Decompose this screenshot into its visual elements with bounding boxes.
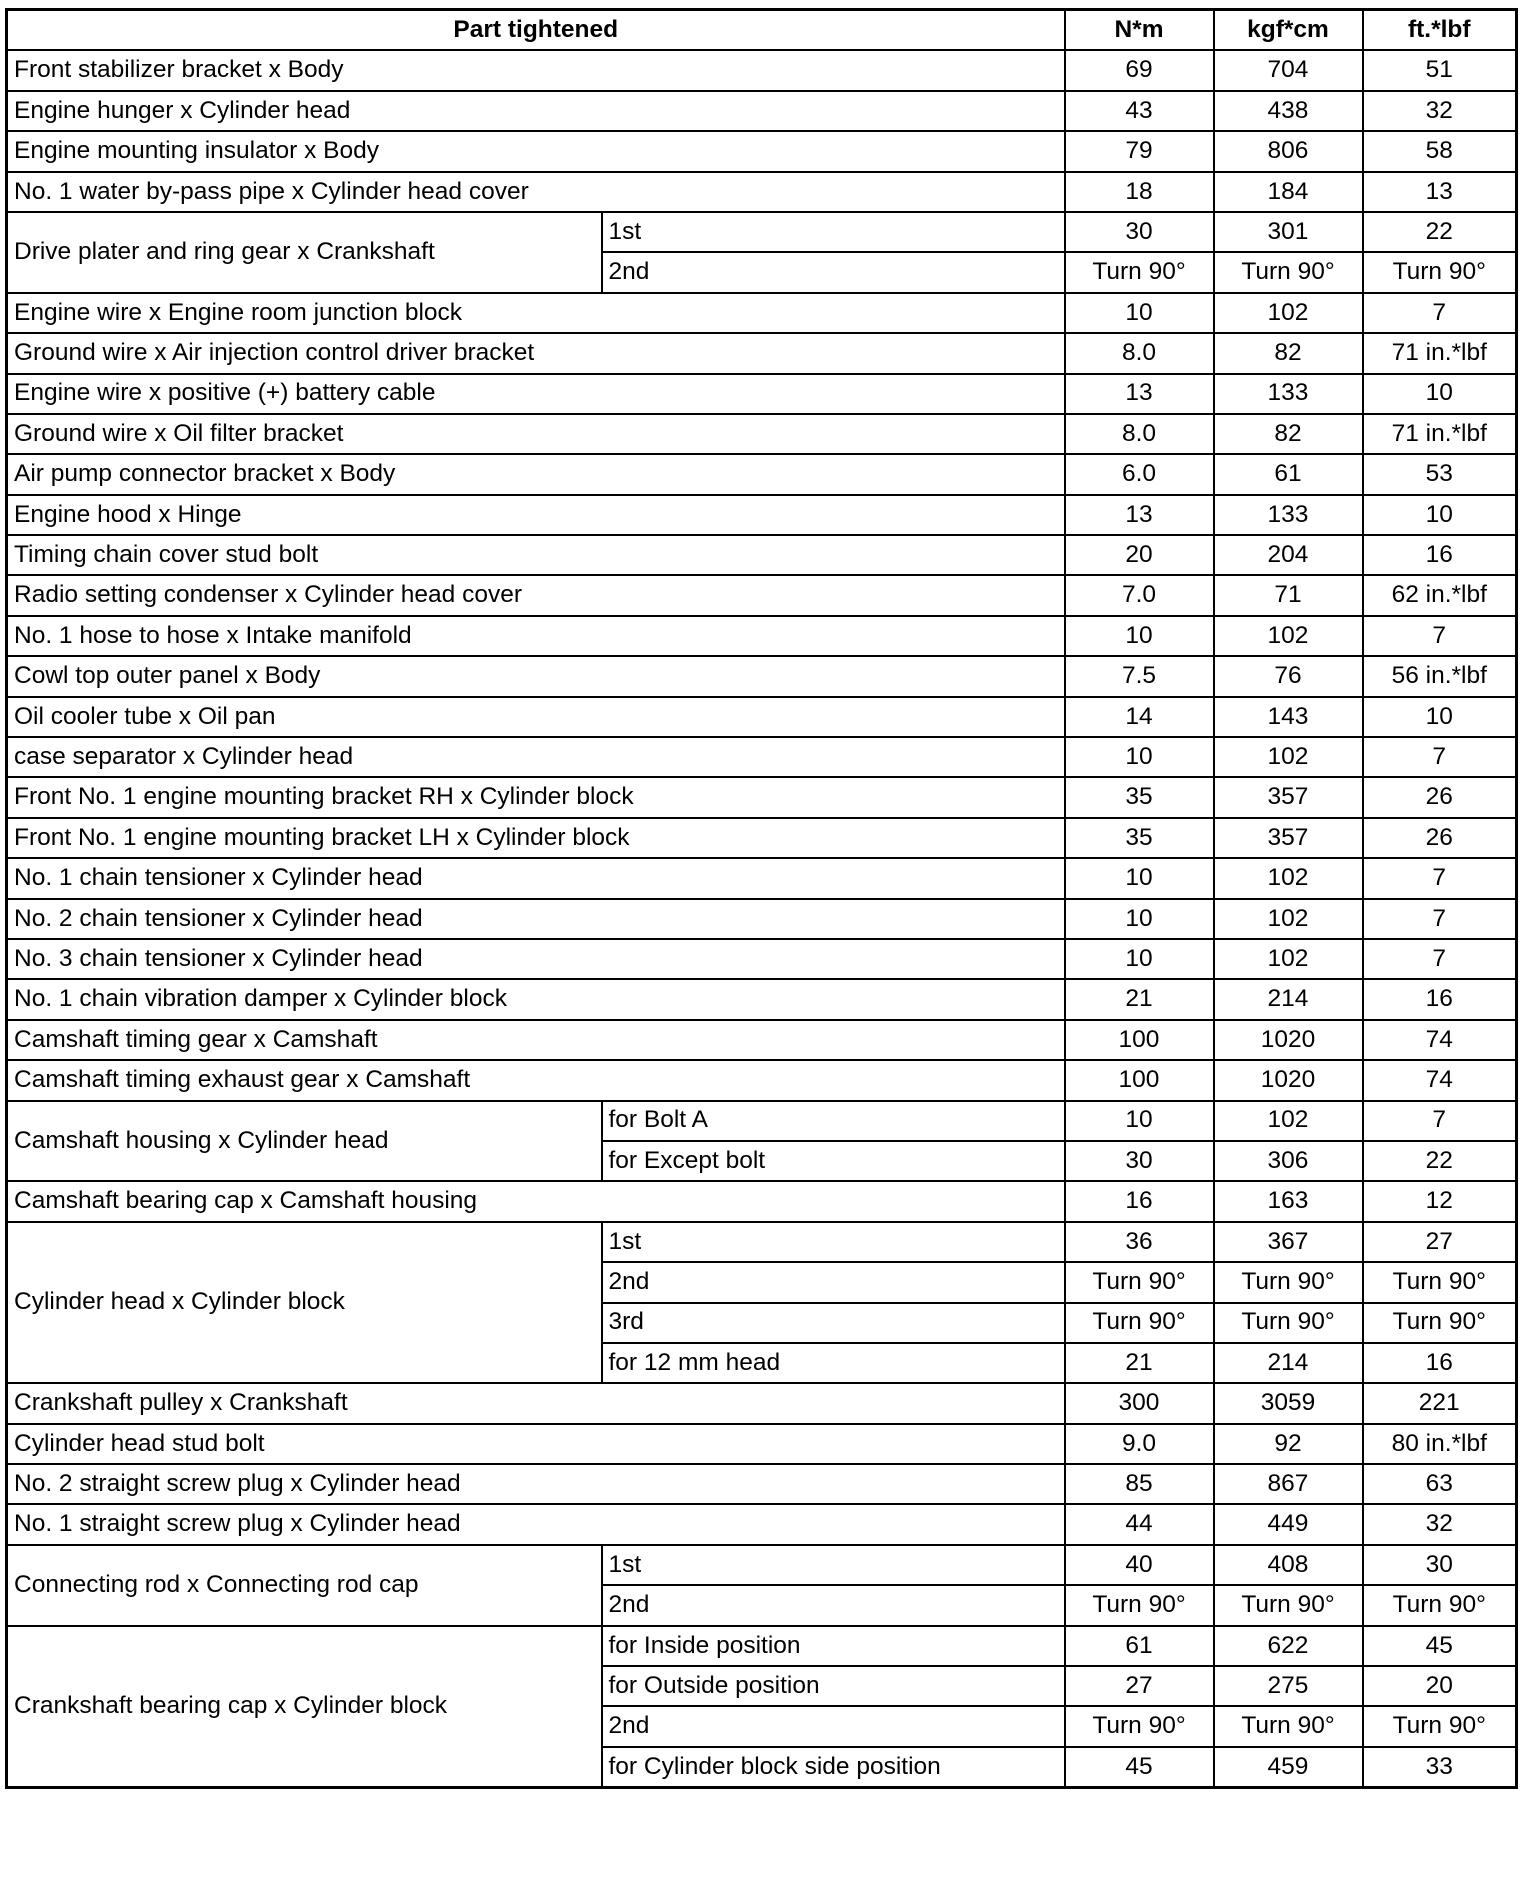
nm-value-cell: 10 [1065, 737, 1214, 777]
kgf-cm-value-cell: 102 [1214, 616, 1363, 656]
condition-cell: for Except bolt [602, 1141, 1065, 1181]
part-cell: Camshaft timing gear x Camshaft [7, 1020, 1065, 1060]
condition-cell: 1st [602, 212, 1065, 252]
table-row [7, 1020, 1517, 1060]
kgf-cm-value-cell: 102 [1214, 858, 1363, 898]
part-cell: case separator x Cylinder head [7, 737, 1065, 777]
part-cell: Drive plater and ring gear x Crankshaft [7, 212, 602, 293]
part-cell: Connecting rod x Connecting rod cap [7, 1545, 602, 1626]
table-row [7, 979, 1517, 1019]
table-row [7, 697, 1517, 737]
ft-lbf-value-cell: 26 [1363, 818, 1517, 858]
kgf-cm-value-cell: 102 [1214, 737, 1363, 777]
kgf-cm-value-cell: 806 [1214, 131, 1363, 171]
header-nm: N*m [1065, 10, 1214, 51]
kgf-cm-value-cell: 82 [1214, 414, 1363, 454]
table-row [7, 454, 1517, 494]
kgf-cm-value-cell: 143 [1214, 697, 1363, 737]
condition-cell: for Bolt A [602, 1101, 1065, 1141]
nm-value-cell: 85 [1065, 1464, 1214, 1504]
part-cell: Oil cooler tube x Oil pan [7, 697, 1065, 737]
ft-lbf-value-cell: Turn 90° [1363, 1706, 1517, 1746]
kgf-cm-value-cell: 3059 [1214, 1383, 1363, 1423]
ft-lbf-value-cell: 53 [1363, 454, 1517, 494]
table-row [7, 737, 1517, 777]
table-row [7, 1504, 1517, 1544]
nm-value-cell: 10 [1065, 1101, 1214, 1141]
part-cell: Front No. 1 engine mounting bracket LH x Cylinder block [7, 818, 1065, 858]
nm-value-cell: 10 [1065, 293, 1214, 333]
kgf-cm-value-cell: 82 [1214, 333, 1363, 373]
kgf-cm-value-cell: 449 [1214, 1504, 1363, 1544]
condition-cell: for Outside position [602, 1666, 1065, 1706]
kgf-cm-value-cell: 92 [1214, 1424, 1363, 1464]
condition-cell: 1st [602, 1545, 1065, 1585]
nm-value-cell: 10 [1065, 899, 1214, 939]
part-cell: Front No. 1 engine mounting bracket RH x Cylinder block [7, 777, 1065, 817]
kgf-cm-value-cell: 102 [1214, 1101, 1363, 1141]
table-row [7, 131, 1517, 171]
table-row [7, 899, 1517, 939]
ft-lbf-value-cell: 10 [1363, 697, 1517, 737]
kgf-cm-value-cell: 102 [1214, 899, 1363, 939]
part-cell: No. 2 straight screw plug x Cylinder head [7, 1464, 1065, 1504]
ft-lbf-value-cell: 56 in.*lbf [1363, 656, 1517, 696]
part-cell: Front stabilizer bracket x Body [7, 50, 1065, 90]
ft-lbf-value-cell: 80 in.*lbf [1363, 1424, 1517, 1464]
nm-value-cell: 100 [1065, 1020, 1214, 1060]
nm-value-cell: 35 [1065, 777, 1214, 817]
kgf-cm-value-cell: 133 [1214, 374, 1363, 414]
part-cell: Crankshaft pulley x Crankshaft [7, 1383, 1065, 1423]
part-cell: No. 3 chain tensioner x Cylinder head [7, 939, 1065, 979]
part-cell: No. 1 hose to hose x Intake manifold [7, 616, 1065, 656]
table-row [7, 535, 1517, 575]
kgf-cm-value-cell: Turn 90° [1214, 1303, 1363, 1343]
kgf-cm-value-cell: 1020 [1214, 1020, 1363, 1060]
kgf-cm-value-cell: 408 [1214, 1545, 1363, 1585]
ft-lbf-value-cell: 32 [1363, 1504, 1517, 1544]
condition-cell: 3rd [602, 1303, 1065, 1343]
ft-lbf-value-cell: 51 [1363, 50, 1517, 90]
part-cell: Engine mounting insulator x Body [7, 131, 1065, 171]
condition-cell: 1st [602, 1222, 1065, 1262]
kgf-cm-value-cell: 102 [1214, 939, 1363, 979]
table-row [7, 939, 1517, 979]
ft-lbf-value-cell: Turn 90° [1363, 1262, 1517, 1302]
nm-value-cell: 14 [1065, 697, 1214, 737]
ft-lbf-value-cell: 74 [1363, 1020, 1517, 1060]
condition-cell: 2nd [602, 1585, 1065, 1625]
part-cell: Cylinder head x Cylinder block [7, 1222, 602, 1384]
nm-value-cell: 61 [1065, 1626, 1214, 1666]
ft-lbf-value-cell: 32 [1363, 91, 1517, 131]
ft-lbf-value-cell: 22 [1363, 1141, 1517, 1181]
nm-value-cell: 100 [1065, 1060, 1214, 1100]
kgf-cm-value-cell: 214 [1214, 979, 1363, 1019]
ft-lbf-value-cell: 7 [1363, 1101, 1517, 1141]
nm-value-cell: 8.0 [1065, 333, 1214, 373]
nm-value-cell: 30 [1065, 212, 1214, 252]
part-cell: Cylinder head stud bolt [7, 1424, 1065, 1464]
ft-lbf-value-cell: Turn 90° [1363, 1585, 1517, 1625]
nm-value-cell: Turn 90° [1065, 1706, 1214, 1746]
ft-lbf-value-cell: 45 [1363, 1626, 1517, 1666]
ft-lbf-value-cell: 16 [1363, 535, 1517, 575]
nm-value-cell: 20 [1065, 535, 1214, 575]
part-cell: Camshaft bearing cap x Camshaft housing [7, 1181, 1065, 1221]
table-row [7, 212, 1517, 252]
part-cell: Engine hood x Hinge [7, 495, 1065, 535]
condition-cell: for Cylinder block side position [602, 1747, 1065, 1788]
nm-value-cell: 27 [1065, 1666, 1214, 1706]
nm-value-cell: 6.0 [1065, 454, 1214, 494]
header-ft-lbf: ft.*lbf [1363, 10, 1517, 51]
table-row [7, 1222, 1517, 1262]
ft-lbf-value-cell: 13 [1363, 172, 1517, 212]
kgf-cm-value-cell: 133 [1214, 495, 1363, 535]
ft-lbf-value-cell: 33 [1363, 1747, 1517, 1788]
kgf-cm-value-cell: Turn 90° [1214, 1585, 1363, 1625]
nm-value-cell: 18 [1065, 172, 1214, 212]
kgf-cm-value-cell: 76 [1214, 656, 1363, 696]
ft-lbf-value-cell: 7 [1363, 616, 1517, 656]
header-kgf-cm: kgf*cm [1214, 10, 1363, 51]
part-cell: No. 1 chain tensioner x Cylinder head [7, 858, 1065, 898]
nm-value-cell: 7.0 [1065, 575, 1214, 615]
nm-value-cell: 21 [1065, 979, 1214, 1019]
table-row [7, 858, 1517, 898]
nm-value-cell: 13 [1065, 374, 1214, 414]
ft-lbf-value-cell: 71 in.*lbf [1363, 333, 1517, 373]
kgf-cm-value-cell: Turn 90° [1214, 1262, 1363, 1302]
nm-value-cell: 16 [1065, 1181, 1214, 1221]
ft-lbf-value-cell: 7 [1363, 899, 1517, 939]
table-row [7, 1383, 1517, 1423]
table-row [7, 414, 1517, 454]
nm-value-cell: Turn 90° [1065, 252, 1214, 292]
nm-value-cell: 10 [1065, 858, 1214, 898]
condition-cell: 2nd [602, 1262, 1065, 1302]
torque-specification-table [5, 8, 1518, 1789]
table-row [7, 1060, 1517, 1100]
kgf-cm-value-cell: 301 [1214, 212, 1363, 252]
table-row [7, 1464, 1517, 1504]
nm-value-cell: 13 [1065, 495, 1214, 535]
part-cell: Camshaft timing exhaust gear x Camshaft [7, 1060, 1065, 1100]
table-row [7, 1181, 1517, 1221]
part-cell: Ground wire x Oil filter bracket [7, 414, 1065, 454]
part-cell: Crankshaft bearing cap x Cylinder block [7, 1626, 602, 1788]
ft-lbf-value-cell: 58 [1363, 131, 1517, 171]
nm-value-cell: 44 [1065, 1504, 1214, 1544]
table-row [7, 656, 1517, 696]
kgf-cm-value-cell: 61 [1214, 454, 1363, 494]
ft-lbf-value-cell: 7 [1363, 858, 1517, 898]
part-cell: No. 1 water by-pass pipe x Cylinder head cover [7, 172, 1065, 212]
table-row [7, 172, 1517, 212]
table-row [7, 50, 1517, 90]
condition-cell: for Inside position [602, 1626, 1065, 1666]
kgf-cm-value-cell: 867 [1214, 1464, 1363, 1504]
kgf-cm-value-cell: 204 [1214, 535, 1363, 575]
table-row [7, 91, 1517, 131]
table-row [7, 495, 1517, 535]
nm-value-cell: 35 [1065, 818, 1214, 858]
part-cell: Air pump connector bracket x Body [7, 454, 1065, 494]
nm-value-cell: 79 [1065, 131, 1214, 171]
table-row [7, 616, 1517, 656]
ft-lbf-value-cell: 27 [1363, 1222, 1517, 1262]
part-cell: No. 1 straight screw plug x Cylinder head [7, 1504, 1065, 1544]
table-row [7, 333, 1517, 373]
table-row [7, 777, 1517, 817]
kgf-cm-value-cell: 357 [1214, 777, 1363, 817]
nm-value-cell: 36 [1065, 1222, 1214, 1262]
nm-value-cell: 30 [1065, 1141, 1214, 1181]
part-cell: Engine hunger x Cylinder head [7, 91, 1065, 131]
kgf-cm-value-cell: 622 [1214, 1626, 1363, 1666]
kgf-cm-value-cell: Turn 90° [1214, 252, 1363, 292]
ft-lbf-value-cell: 10 [1363, 495, 1517, 535]
ft-lbf-value-cell: 71 in.*lbf [1363, 414, 1517, 454]
kgf-cm-value-cell: 102 [1214, 293, 1363, 333]
nm-value-cell: 300 [1065, 1383, 1214, 1423]
nm-value-cell: Turn 90° [1065, 1262, 1214, 1302]
ft-lbf-value-cell: 62 in.*lbf [1363, 575, 1517, 615]
kgf-cm-value-cell: 438 [1214, 91, 1363, 131]
ft-lbf-value-cell: 221 [1363, 1383, 1517, 1423]
ft-lbf-value-cell: 16 [1363, 1343, 1517, 1383]
part-cell: Ground wire x Air injection control driver bracket [7, 333, 1065, 373]
table-row [7, 1545, 1517, 1585]
nm-value-cell: 10 [1065, 939, 1214, 979]
table-row [7, 1101, 1517, 1141]
kgf-cm-value-cell: 367 [1214, 1222, 1363, 1262]
header-part-tightened: Part tightened [7, 10, 1065, 51]
condition-cell: for 12 mm head [602, 1343, 1065, 1383]
kgf-cm-value-cell: 71 [1214, 575, 1363, 615]
kgf-cm-value-cell: 1020 [1214, 1060, 1363, 1100]
ft-lbf-value-cell: 63 [1363, 1464, 1517, 1504]
table-row [7, 818, 1517, 858]
nm-value-cell: 8.0 [1065, 414, 1214, 454]
nm-value-cell: 7.5 [1065, 656, 1214, 696]
ft-lbf-value-cell: Turn 90° [1363, 252, 1517, 292]
nm-value-cell: 10 [1065, 616, 1214, 656]
kgf-cm-value-cell: 275 [1214, 1666, 1363, 1706]
nm-value-cell: 9.0 [1065, 1424, 1214, 1464]
part-cell: Timing chain cover stud bolt [7, 535, 1065, 575]
ft-lbf-value-cell: 26 [1363, 777, 1517, 817]
ft-lbf-value-cell: 74 [1363, 1060, 1517, 1100]
nm-value-cell: 21 [1065, 1343, 1214, 1383]
part-cell: Radio setting condenser x Cylinder head cover [7, 575, 1065, 615]
condition-cell: 2nd [602, 252, 1065, 292]
ft-lbf-value-cell: 10 [1363, 374, 1517, 414]
ft-lbf-value-cell: 7 [1363, 939, 1517, 979]
ft-lbf-value-cell: 7 [1363, 737, 1517, 777]
ft-lbf-value-cell: 20 [1363, 1666, 1517, 1706]
kgf-cm-value-cell: 214 [1214, 1343, 1363, 1383]
part-cell: Cowl top outer panel x Body [7, 656, 1065, 696]
condition-cell: 2nd [602, 1706, 1065, 1746]
part-cell: Camshaft housing x Cylinder head [7, 1101, 602, 1182]
kgf-cm-value-cell: 184 [1214, 172, 1363, 212]
ft-lbf-value-cell: Turn 90° [1363, 1303, 1517, 1343]
nm-value-cell: Turn 90° [1065, 1303, 1214, 1343]
kgf-cm-value-cell: 306 [1214, 1141, 1363, 1181]
header-row [7, 10, 1517, 51]
table-row [7, 575, 1517, 615]
nm-value-cell: 40 [1065, 1545, 1214, 1585]
table-row [7, 293, 1517, 333]
kgf-cm-value-cell: 357 [1214, 818, 1363, 858]
kgf-cm-value-cell: Turn 90° [1214, 1706, 1363, 1746]
ft-lbf-value-cell: 7 [1363, 293, 1517, 333]
part-cell: No. 2 chain tensioner x Cylinder head [7, 899, 1065, 939]
nm-value-cell: Turn 90° [1065, 1585, 1214, 1625]
table-row [7, 1626, 1517, 1666]
ft-lbf-value-cell: 30 [1363, 1545, 1517, 1585]
kgf-cm-value-cell: 163 [1214, 1181, 1363, 1221]
part-cell: Engine wire x positive (+) battery cable [7, 374, 1065, 414]
part-cell: No. 1 chain vibration damper x Cylinder block [7, 979, 1065, 1019]
kgf-cm-value-cell: 459 [1214, 1747, 1363, 1788]
ft-lbf-value-cell: 16 [1363, 979, 1517, 1019]
ft-lbf-value-cell: 22 [1363, 212, 1517, 252]
part-cell: Engine wire x Engine room junction block [7, 293, 1065, 333]
kgf-cm-value-cell: 704 [1214, 50, 1363, 90]
table-row [7, 374, 1517, 414]
ft-lbf-value-cell: 12 [1363, 1181, 1517, 1221]
nm-value-cell: 69 [1065, 50, 1214, 90]
nm-value-cell: 45 [1065, 1747, 1214, 1788]
nm-value-cell: 43 [1065, 91, 1214, 131]
table-row [7, 1424, 1517, 1464]
